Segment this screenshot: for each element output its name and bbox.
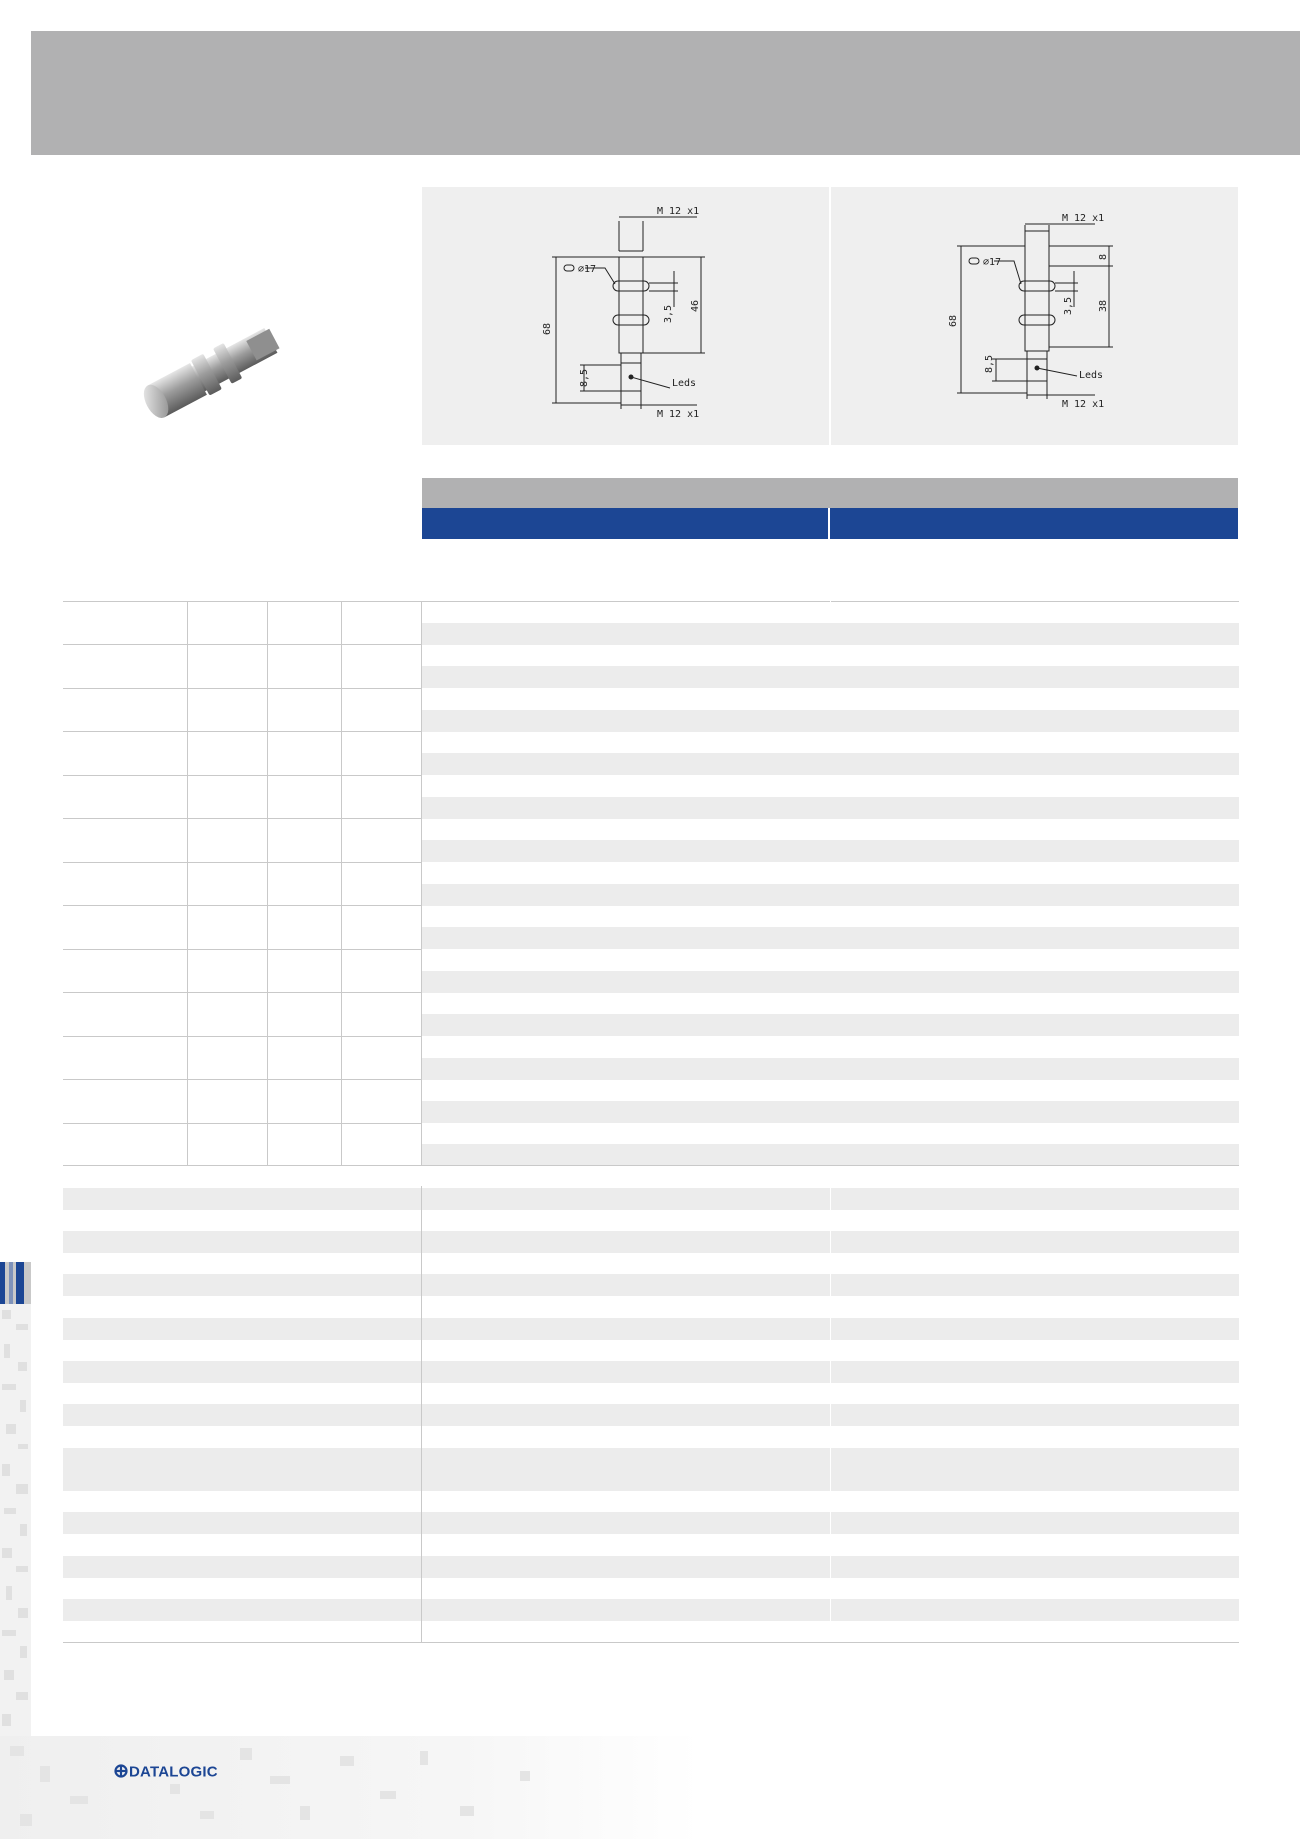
- leds-label: Leds: [1079, 370, 1104, 381]
- table-row: [63, 1361, 1239, 1383]
- thread-top-label: M 12 x1: [1062, 213, 1105, 224]
- thread-top-label: M 12 x1: [657, 206, 700, 217]
- table-row: [422, 1144, 1239, 1166]
- table-row: [63, 1404, 1239, 1426]
- column-divider: [341, 601, 342, 1166]
- row-rule: [63, 818, 421, 819]
- table-row: [422, 710, 1239, 732]
- logo-wordmark: DATALOGIC: [129, 1763, 218, 1781]
- dimension-drawing-left: [422, 187, 829, 445]
- table-row: [422, 884, 1239, 906]
- row-rule: [63, 644, 421, 645]
- product-photo: [130, 315, 290, 435]
- table-row: [63, 1599, 1239, 1621]
- spec-table-electrical: [63, 601, 1239, 1166]
- overall-length-label: 68: [542, 322, 553, 335]
- wrench-size-label: ⌀17: [578, 264, 597, 275]
- row-rule: [63, 775, 421, 776]
- row-rule: [63, 905, 421, 906]
- table-row: [63, 1512, 1239, 1534]
- section-tab-marker: [0, 1262, 31, 1304]
- header-band: [31, 31, 1300, 155]
- nut-spacing-label: 3,5: [663, 304, 674, 323]
- drawing-left-panel: [422, 187, 829, 445]
- model-code-bar-right: [830, 508, 1238, 539]
- wrench-size-label: ⌀17: [983, 257, 1002, 268]
- table-row: [422, 1101, 1239, 1123]
- table-row: [422, 1058, 1239, 1080]
- thread-bottom-label: M 12 x1: [657, 409, 700, 420]
- table-row: [422, 840, 1239, 862]
- row-rule: [63, 949, 421, 950]
- leds-label: Leds: [672, 378, 697, 389]
- cable-length-label: 8,5: [984, 354, 995, 373]
- table-row: [422, 753, 1239, 775]
- table-row: [422, 927, 1239, 949]
- body-length-label: 46: [690, 299, 701, 312]
- table-row: [422, 1014, 1239, 1036]
- table-row: [63, 1274, 1239, 1296]
- overall-length-label: 68: [948, 314, 959, 327]
- table-row: [422, 666, 1239, 688]
- row-rule: [63, 862, 421, 863]
- datalogic-logo: [113, 1760, 233, 1782]
- logo-mark-icon: [115, 1765, 128, 1778]
- column-divider: [421, 1186, 422, 1643]
- table-row: [422, 797, 1239, 819]
- column-divider: [187, 601, 188, 1166]
- cable-length-label: 8,5: [579, 368, 590, 387]
- column-gap: [830, 1186, 831, 1643]
- row-rule: [63, 1123, 421, 1124]
- model-header-bar: [422, 478, 1238, 508]
- table-row: [63, 1448, 1239, 1491]
- decorative-footer-pattern: [0, 1736, 700, 1839]
- drawing-right-panel: [831, 187, 1238, 445]
- spec-table-general: [63, 1166, 1239, 1643]
- thread-bottom-label: M 12 x1: [1062, 399, 1105, 410]
- table-row: [63, 1318, 1239, 1340]
- table-row: [63, 1556, 1239, 1578]
- table-bottom-rule: [63, 1642, 1239, 1643]
- row-rule: [63, 992, 421, 993]
- table-row: [422, 971, 1239, 993]
- row-rule: [63, 731, 421, 732]
- row-rule: [63, 688, 421, 689]
- decorative-side-pattern: [0, 1304, 31, 1736]
- dimension-drawing-right: [831, 187, 1238, 445]
- row-rule: [63, 1079, 421, 1080]
- table-row: [63, 1231, 1239, 1253]
- table-row: [422, 623, 1239, 645]
- row-rule: [63, 1036, 421, 1037]
- table-row: [63, 1188, 1239, 1210]
- body-length-label: 38: [1098, 299, 1109, 312]
- model-code-bar-left: [422, 508, 828, 539]
- table-top-rule: [63, 601, 1239, 602]
- nut-spacing-label: 3,5: [1063, 296, 1074, 315]
- column-divider: [267, 601, 268, 1166]
- top-offset-label: 8: [1098, 253, 1109, 260]
